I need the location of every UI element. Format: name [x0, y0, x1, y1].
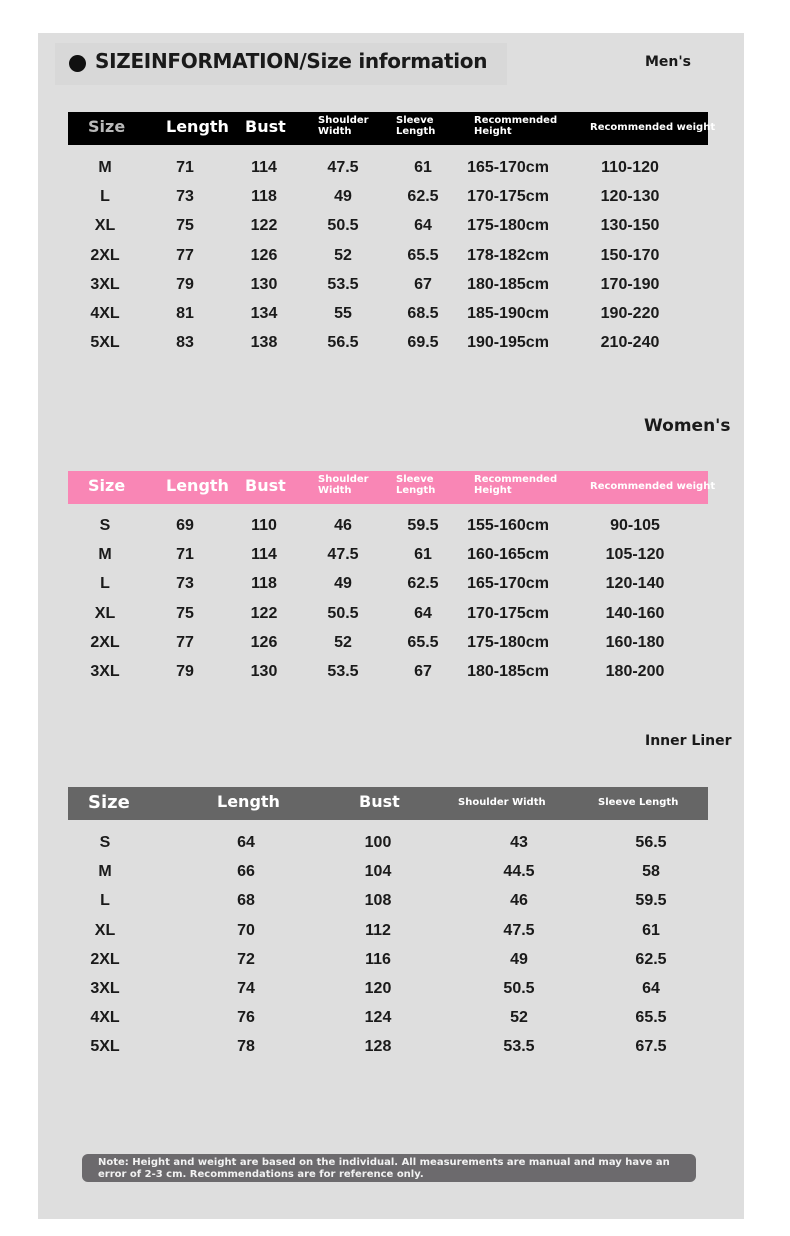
- mens-cell: 190-195cm: [467, 334, 549, 352]
- womens-cell: L: [100, 575, 110, 593]
- liner-cell: 61: [642, 921, 660, 939]
- liner-cell: S: [99, 834, 111, 851]
- mens-cell: 56.5: [327, 334, 359, 352]
- womens-cell: 79: [176, 663, 194, 680]
- womens-cell: 62.5: [407, 575, 439, 593]
- liner-cell: 100: [364, 834, 392, 851]
- womens-cell: 64: [414, 604, 432, 622]
- liner-table-row: [68, 1009, 708, 1038]
- liner-cell: 68: [237, 892, 255, 910]
- liner-cell: 50.5: [503, 980, 535, 997]
- liner-cell: 76: [237, 1009, 255, 1027]
- mens-table-row: [68, 247, 708, 276]
- mens-cell: 114: [251, 159, 277, 176]
- mens-cell: 50.5: [327, 217, 359, 235]
- liner-label: Inner Liner: [645, 733, 732, 749]
- mens-cell: 138: [250, 334, 278, 352]
- mens-cell: 130-150: [600, 217, 660, 235]
- womens-cell: 114: [251, 546, 277, 564]
- mens-header-bust: Bust: [245, 117, 286, 136]
- mens-cell: 71: [176, 159, 194, 176]
- womens-table-row: [68, 605, 708, 634]
- liner-cell: 62.5: [635, 950, 667, 968]
- mens-table-row: [68, 188, 708, 217]
- liner-header-bust: Bust: [359, 792, 400, 811]
- womens-cell: 49: [334, 575, 352, 593]
- womens-table-header: [68, 471, 716, 504]
- liner-header-size: Size: [88, 792, 130, 813]
- mens-cell: 69.5: [407, 334, 439, 352]
- mens-header-length: Length: [166, 117, 229, 136]
- womens-cell: 170-175cm: [467, 604, 549, 622]
- liner-cell: 124: [364, 1009, 392, 1027]
- womens-cell: 165-170cm: [467, 575, 549, 593]
- womens-cell: XL: [94, 604, 116, 622]
- mens-cell: 5XL: [90, 334, 120, 352]
- womens-cell: 105-120: [605, 546, 665, 564]
- womens-cell: 65.5: [407, 633, 439, 651]
- mens-table-row: [68, 159, 708, 188]
- mens-cell: 49: [334, 188, 352, 206]
- liner-cell: L: [100, 892, 110, 910]
- mens-cell: 134: [250, 305, 278, 322]
- mens-cell: 110-120: [601, 159, 659, 176]
- liner-cell: 46: [510, 892, 528, 910]
- womens-cell: 2XL: [90, 633, 120, 651]
- mens-cell: 67: [414, 275, 432, 293]
- womens-cell: 175-180cm: [467, 633, 549, 651]
- mens-cell: 68.5: [407, 305, 439, 322]
- liner-cell: 5XL: [90, 1038, 120, 1056]
- mens-cell: 180-185cm: [467, 275, 549, 293]
- liner-table-row: [68, 1038, 708, 1067]
- mens-cell: 130: [250, 275, 278, 293]
- womens-cell: 52: [334, 633, 352, 651]
- liner-cell: M: [98, 863, 112, 881]
- mens-cell: 118: [251, 188, 277, 206]
- mens-cell: 4XL: [90, 305, 120, 322]
- mens-cell: 73: [176, 188, 194, 206]
- womens-cell: 140-160: [605, 604, 665, 622]
- liner-cell: 47.5: [503, 921, 535, 939]
- womens-cell: 110: [251, 517, 277, 534]
- liner-table-row: [68, 892, 708, 921]
- liner-cell: 3XL: [90, 980, 120, 997]
- mens-cell: M: [98, 159, 112, 176]
- womens-label: Women's: [644, 416, 731, 436]
- mens-cell: 2XL: [90, 246, 120, 264]
- womens-cell: 120-140: [605, 575, 665, 593]
- womens-cell: 90-105: [610, 517, 660, 534]
- womens-cell: 53.5: [327, 663, 359, 680]
- page-title: SIZEINFORMATION/Size information: [95, 49, 488, 73]
- womens-header-sleeve-length: Sleeve Length: [396, 474, 436, 496]
- mens-cell: 52: [334, 246, 352, 264]
- womens-cell: 75: [176, 604, 194, 622]
- title-banner: [55, 43, 507, 85]
- womens-cell: 73: [176, 575, 194, 593]
- liner-cell: 56.5: [635, 834, 667, 851]
- bullet-icon: [69, 55, 86, 72]
- womens-cell: 122: [250, 604, 278, 622]
- liner-cell: 64: [642, 980, 660, 997]
- womens-cell: M: [98, 546, 112, 564]
- liner-cell: 43: [510, 834, 528, 851]
- liner-cell: 67.5: [635, 1038, 667, 1056]
- womens-cell: 59.5: [407, 517, 439, 534]
- womens-header-recommended-weight: Recommended weight: [590, 481, 716, 492]
- womens-cell: 180-185cm: [467, 663, 549, 680]
- liner-cell: 49: [510, 950, 528, 968]
- mens-cell: 65.5: [407, 246, 439, 264]
- liner-cell: 112: [365, 921, 391, 939]
- liner-cell: 65.5: [635, 1009, 667, 1027]
- womens-cell: 46: [334, 517, 352, 534]
- womens-cell: 69: [176, 517, 194, 534]
- liner-cell: 72: [237, 950, 255, 968]
- womens-header-bust: Bust: [245, 476, 286, 495]
- liner-cell: 64: [237, 834, 255, 851]
- mens-cell: 190-220: [600, 305, 660, 322]
- mens-cell: 75: [176, 217, 194, 235]
- womens-cell: 77: [176, 633, 194, 651]
- womens-cell: S: [99, 517, 111, 534]
- mens-label: Men's: [645, 54, 692, 70]
- mens-header-recommended-height: Recommended Height: [474, 115, 558, 137]
- womens-header-shoulder-width: Shoulder Width: [318, 474, 369, 496]
- womens-cell: 126: [250, 633, 278, 651]
- mens-cell: XL: [94, 217, 116, 235]
- womens-table-row: [68, 663, 708, 692]
- womens-cell: 50.5: [327, 604, 359, 622]
- mens-cell: 83: [176, 334, 194, 352]
- liner-cell: 2XL: [90, 950, 120, 968]
- liner-header-sleeve-length: Sleeve Length: [598, 797, 679, 808]
- liner-cell: 78: [237, 1038, 255, 1056]
- womens-table-row: [68, 517, 708, 546]
- mens-cell: 53.5: [327, 275, 359, 293]
- liner-table-row: [68, 980, 708, 1009]
- liner-cell: XL: [94, 921, 116, 939]
- liner-table-row: [68, 951, 708, 980]
- liner-table-header: [68, 787, 708, 820]
- womens-header-size: Size: [88, 476, 126, 495]
- liner-cell: 104: [364, 863, 392, 881]
- mens-cell: 170-190: [600, 275, 660, 293]
- mens-cell: 3XL: [90, 275, 120, 293]
- liner-cell: 44.5: [503, 863, 535, 881]
- mens-cell: 55: [334, 305, 352, 322]
- disclaimer-note: Note: Height and weight are based on the individual. All measurements are manual and may have an error of 2-3 cm. Recommendations are for reference only.: [82, 1154, 696, 1182]
- mens-cell: 185-190cm: [467, 305, 549, 322]
- mens-cell: 122: [250, 217, 278, 235]
- mens-cell: L: [100, 188, 110, 206]
- mens-header-shoulder-width: Shoulder Width: [318, 115, 369, 137]
- mens-header-sleeve-length: Sleeve Length: [396, 115, 436, 137]
- womens-cell: 118: [251, 575, 277, 593]
- mens-cell: 126: [250, 246, 278, 264]
- mens-cell: 61: [414, 159, 432, 176]
- mens-cell: 81: [176, 305, 194, 322]
- womens-cell: 160-165cm: [467, 546, 549, 564]
- liner-cell: 120: [364, 980, 392, 997]
- womens-cell: 155-160cm: [467, 517, 549, 534]
- womens-cell: 71: [176, 546, 194, 564]
- mens-table-header: [68, 112, 716, 145]
- liner-cell: 4XL: [90, 1009, 120, 1027]
- liner-cell: 52: [510, 1009, 528, 1027]
- mens-cell: 120-130: [600, 188, 660, 206]
- mens-table-row: [68, 305, 708, 334]
- mens-cell: 64: [414, 217, 432, 235]
- mens-cell: 178-182cm: [467, 246, 549, 264]
- womens-table-row: [68, 575, 708, 604]
- womens-cell: 3XL: [90, 663, 120, 680]
- mens-table-row: [68, 217, 708, 246]
- mens-table-row: [68, 334, 708, 363]
- mens-cell: 79: [176, 275, 194, 293]
- womens-cell: 180-200: [605, 663, 665, 680]
- liner-cell: 116: [365, 950, 391, 968]
- mens-cell: 175-180cm: [467, 217, 549, 235]
- liner-cell: 66: [237, 863, 255, 881]
- liner-cell: 59.5: [635, 892, 667, 910]
- mens-cell: 210-240: [600, 334, 660, 352]
- womens-table-row: [68, 546, 708, 575]
- liner-cell: 108: [364, 892, 392, 910]
- mens-header-recommended-weight: Recommended weight: [590, 122, 716, 133]
- liner-table-row: [68, 922, 708, 951]
- womens-cell: 160-180: [605, 633, 665, 651]
- liner-cell: 74: [237, 980, 255, 997]
- mens-header-size: Size: [88, 117, 126, 136]
- mens-cell: 150-170: [600, 246, 660, 264]
- mens-table-row: [68, 276, 708, 305]
- size-chart-panel: [38, 33, 744, 1219]
- liner-cell: 53.5: [503, 1038, 535, 1056]
- liner-header-length: Length: [217, 792, 280, 811]
- womens-cell: 47.5: [327, 546, 359, 564]
- womens-cell: 130: [250, 663, 278, 680]
- mens-cell: 47.5: [327, 159, 359, 176]
- liner-table-row: [68, 863, 708, 892]
- mens-cell: 62.5: [407, 188, 439, 206]
- mens-cell: 170-175cm: [467, 188, 549, 206]
- mens-cell: 77: [176, 246, 194, 264]
- liner-cell: 128: [364, 1038, 392, 1056]
- womens-header-length: Length: [166, 476, 229, 495]
- womens-header-recommended-height: Recommended Height: [474, 474, 558, 496]
- womens-cell: 61: [414, 546, 432, 564]
- liner-table-row: [68, 834, 708, 863]
- womens-table-row: [68, 634, 708, 663]
- womens-cell: 67: [414, 663, 432, 680]
- liner-header-shoulder-width: Shoulder Width: [458, 797, 546, 808]
- mens-cell: 165-170cm: [467, 159, 549, 176]
- liner-cell: 58: [642, 863, 660, 881]
- liner-cell: 70: [237, 921, 255, 939]
